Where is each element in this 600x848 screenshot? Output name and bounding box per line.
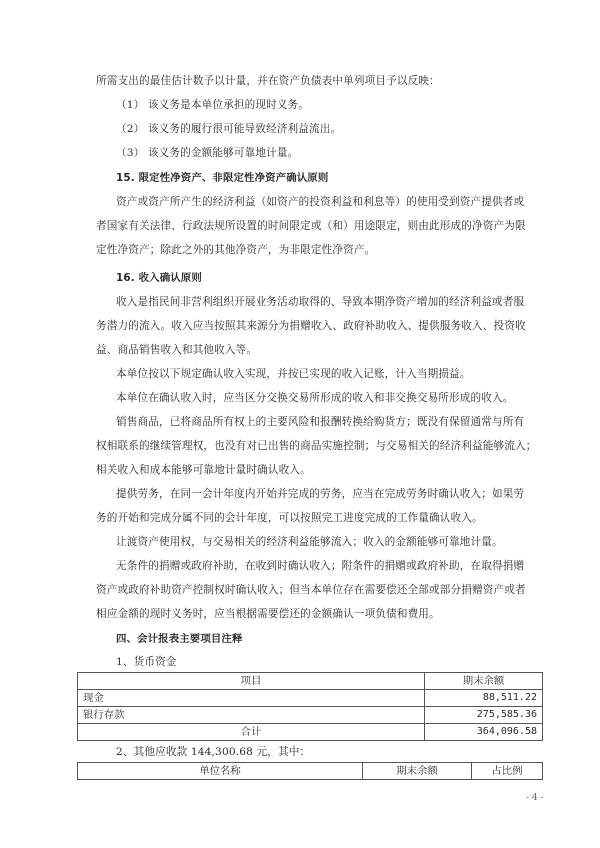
table-total-row — [78, 724, 543, 741]
table-header: 期末余额 — [425, 673, 543, 690]
paragraph-line: 本单位在确认收入时，应当区分交换交易所形成的收入和非交换交易所形成的收入。 — [116, 392, 514, 404]
table-row — [78, 690, 543, 707]
paragraph-line: 资产或资产所产生的经济利益（如资产的投资利益和利息等）的使用受到资产提供者或 — [116, 196, 525, 208]
table-header: 项目 — [78, 673, 425, 690]
table-header-row — [78, 673, 543, 690]
table-cell: 现金 — [78, 690, 425, 707]
table-cell: 364,096.58 — [425, 724, 543, 741]
section-heading: 16. 收入确认原则 — [116, 272, 202, 284]
list-item: （3） 该义务的金额能够可靠地计量。 — [116, 147, 299, 159]
paragraph-line: 定性净资产；除此之外的其他净资产，为非限定性净资产。 — [96, 244, 376, 256]
paragraph-line: 无条件的捐赠或政府补助，在收到时确认收入；附条件的捐赠或政府补助，在取得捐赠 — [116, 560, 525, 572]
paragraph-line: 资产或政府补助资产控制权时确认收入；但当本单位存在需要偿还全部或部分捐赠资产或者 — [96, 584, 526, 596]
table-header: 占比例 — [472, 763, 543, 780]
list-item: （1） 该义务是本单位承担的现时义务。 — [116, 99, 310, 111]
paragraph-line: 收入是指民间非营利组织开展业务活动取得的、导致本期净资产增加的经济利益或者服 — [116, 296, 525, 308]
paragraph-line: 益、商品销售收入和其他收入等。 — [96, 344, 258, 356]
paragraph-line: 相应金额的现时义务时，应当根据需要偿还的金额确认一项负债和费用。 — [96, 608, 440, 620]
paragraph-line: 所需支出的最佳估计数予以计量，并在资产负债表中单列项目予以反映： — [96, 75, 440, 87]
paragraph-line: 销售商品，已将商品所有权上的主要风险和报酬转换给购货方；既没有保留通常与所有 — [116, 416, 525, 428]
table-cell: 银行存款 — [78, 707, 425, 724]
table-header: 期末余额 — [363, 763, 472, 780]
table-cell: 88,511.22 — [425, 690, 543, 707]
table-header-row — [78, 763, 543, 780]
paragraph-line: 本单位按以下规定确认收入实现，并按已实现的收入记账，计入当期损益。 — [116, 368, 471, 380]
table-header: 单位名称 — [78, 763, 363, 780]
page-number: - 4 - — [526, 793, 544, 803]
table-cell: 275,585.36 — [425, 707, 543, 724]
paragraph-line: 务潜力的流入。收入应当按照其来源分为捐赠收入、政府补助收入、提供服务收入、投资收 — [96, 320, 526, 332]
section-heading: 四、会计报表主要项目注释 — [116, 633, 243, 645]
table-row — [78, 707, 543, 724]
paragraph-line: 务的开始和完成分属不同的会计年度，可以按照完工进度完成的工作量确认收入。 — [96, 512, 483, 524]
paragraph-line: 权相联系的继续管理权，也没有对已出售的商品实施控制；与交易相关的经济利益能够流入； — [96, 440, 537, 452]
table-cell: 合计 — [78, 724, 425, 741]
section-heading: 15. 限定性净资产、非限定性净资产确认原则 — [116, 172, 329, 184]
table-caption: 2、其他应收款 144,300.68 元，其中： — [116, 746, 311, 758]
list-item: （2） 该义务的履行很可能导致经济利益流出。 — [116, 123, 342, 135]
paragraph-line: 提供劳务，在同一会计年度内开始并完成的劳务，应当在完成劳务时确认收入；如果劳 — [116, 488, 525, 500]
table-caption: 1、货币资金 — [116, 656, 177, 668]
paragraph-line: 相关收入和成本能够可靠地计量时确认收入。 — [96, 464, 311, 476]
paragraph-line: 让渡资产使用权，与交易相关的经济利益能够流入；收入的金额能够可靠地计量。 — [116, 536, 503, 548]
cash-table — [77, 672, 543, 741]
paragraph-line: 者国家有关法律、行政法规所设置的时间限定或（和）用途限定，则由此形成的净资产为限 — [96, 220, 526, 232]
receivables-table — [77, 762, 543, 780]
